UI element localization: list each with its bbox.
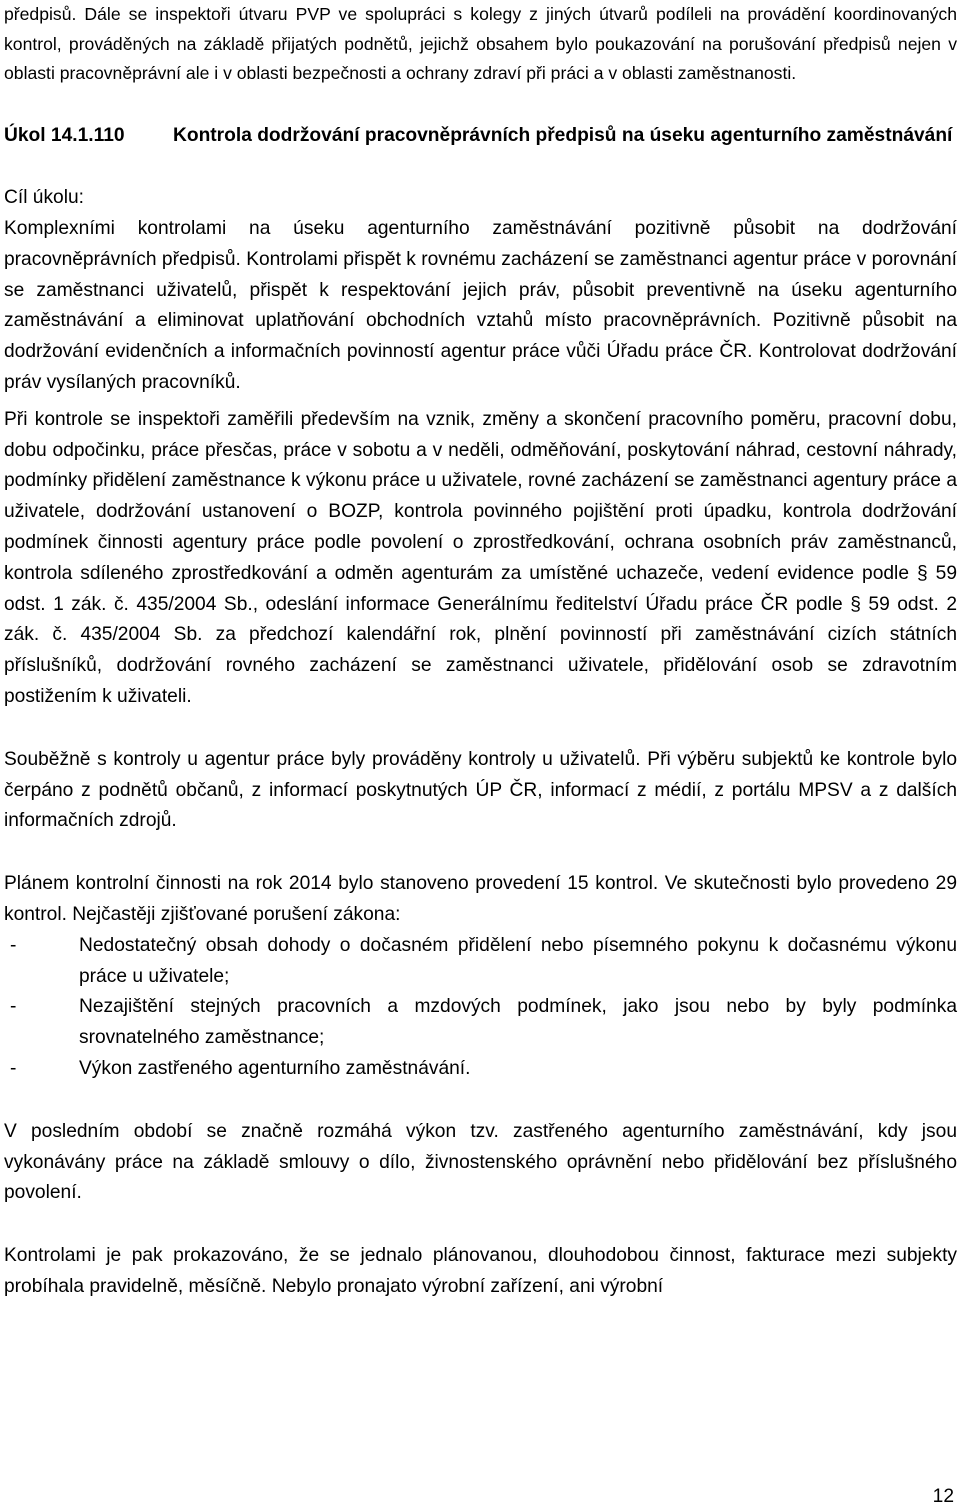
list-item-text: Výkon zastřeného agenturního zaměstnávání. <box>79 1058 471 1080</box>
list-marker: - <box>10 1058 17 1080</box>
list-marker: - <box>10 934 17 956</box>
list-item-text: Nezajištění stejných pracovních a mzdových podmínek, jako jsou nebo by byly podmínka srovnatelného zaměstnance; <box>79 996 957 1049</box>
list-item <box>4 992 957 1054</box>
parallel-paragraph: Souběžně s kontroly u agentur práce byly prováděny kontroly u uživatelů. Při výběru subjektů ke kontrole bylo čerpáno z podnětů občanů, z informací poskytnutých ÚP ČR, informací z médií, z portálu MPSV a z dalších informačních zdrojů. <box>4 748 957 832</box>
task-title: Kontrola dodržování pracovněprávních předpisů na úseku agenturního zaměstnávání <box>173 124 953 146</box>
task-heading <box>4 121 957 152</box>
spacer <box>4 713 957 745</box>
spacer <box>4 1209 957 1241</box>
list-item <box>4 931 957 993</box>
list-marker: - <box>10 996 17 1018</box>
intro-paragraph: předpisů. Dále se inspektoři útvaru PVP ve spolupráci s kolegy z jiných útvarů podíleli na provádění koordinovaných kontrol, prováděných na základě přijatých podnětů, jejichž obsahem bylo poukazování na porušování předpisů nejen v oblasti pracovněprávní ale i v oblasti bezpečnosti a ochrany zdraví při práci a v oblasti zaměstnanosti. <box>4 4 957 83</box>
spacer <box>4 1085 957 1117</box>
recent-paragraph: V posledním období se značně rozmáhá výkon tzv. zastřeného agenturního zaměstnávání, kdy jsou vykonávány práce na základě smlouvy o dílo, živnostenského oprávnění nebo přidělování bez příslušného povolení. <box>4 1120 957 1204</box>
plan-paragraph: Plánem kontrolní činnosti na rok 2014 bylo stanoveno provedení 15 kontrol. Ve skutečnosti bylo provedeno 29 kontrol. Nejčastěji zjišťované porušení zákona: <box>4 873 957 926</box>
task-id: Úkol 14.1.110 <box>4 124 125 146</box>
document-page <box>4 0 957 1303</box>
page-number: 12 <box>932 1486 954 1507</box>
spacer <box>4 151 957 183</box>
violations-list <box>4 931 957 1085</box>
checks-paragraph: Kontrolami je pak prokazováno, že se jednalo plánovanou, dlouhodobou činnost, fakturace mezi subjekty probíhala pravidelně, měsíčně. Nebylo pronajato výrobní zařízení, ani výrobní <box>4 1245 957 1297</box>
list-item <box>4 1054 957 1085</box>
goal-label: Cíl úkolu: <box>4 187 84 209</box>
spacer <box>4 837 957 869</box>
focus-paragraph: Při kontrole se inspektoři zaměřili především na vznik, změny a skončení pracovního poměru, pracovní dobu, dobu odpočinku, práce přesčas, práce v sobotu a v neděli, odměňování, poskytování náhrad, cestovní náhrady, podmínky přidělení zaměstnance k výkonu práce u uživatele, rovné zacházení se zaměstnanci agentury práce a uživatele, dodržování ustanovení o BOZP, kontrola povinného pojištění proti úpadku, kontrola dodržování podmínek činnosti agentury práce podle povolení o zprostředkování, ochrana osobních práv zaměstnanců, kontrola sdíleného zprostředkování a odměn agenturám za umístěné uchazeče, vedení evidence podle § 59 odst. 1 zák. č. 435/2004 Sb., odeslání informace Generálnímu ředitelství Úřadu práce ČR podle § 59 odst. 2 zák. č. 435/2004 Sb. za předchozí kalendářní rok, plnění povinností při zaměstnávání cizích státních příslušníků, dodržování rovného zacházení se zaměstnanci uživatele, přidělování osob se zdravotním postižením k uživateli. <box>4 408 957 708</box>
goal-paragraph: Komplexními kontrolami na úseku agenturního zaměstnávání pozitivně působit na dodržování pracovněprávních předpisů. Kontrolami přispět k rovnému zacházení se zaměstnanci agentur práce v porovnání se zaměstnanci uživatelů, přispět k respektování jejich práv, působit preventivně na úseku agenturního zaměstnávání a eliminovat uplatňování obchodních vztahů místo pracovněprávních. Pozitivně působit na dodržování evidenčních a informačních povinností agentur práce vůči Úřadu práce ČR. Kontrolovat dodržování práv vysílaných pracovníků. <box>4 218 957 394</box>
list-item-text: Nedostatečný obsah dohody o dočasném přidělení nebo písemného pokynu k dočasnému výkonu práce u uživatele; <box>79 934 957 987</box>
spacer <box>4 89 957 121</box>
